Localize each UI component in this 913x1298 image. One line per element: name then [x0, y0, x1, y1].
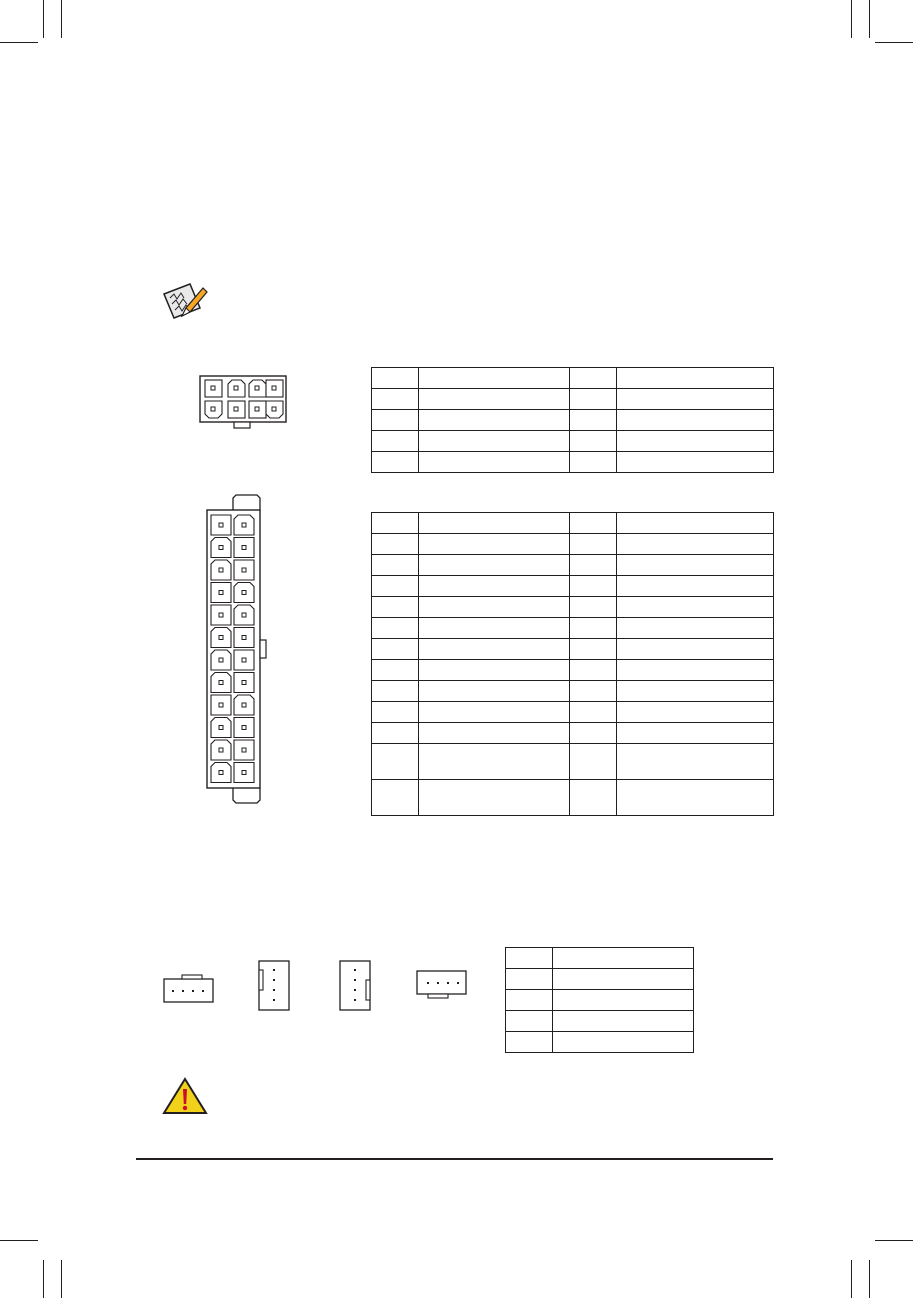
table-row — [372, 410, 774, 431]
crop-mark — [61, 1260, 62, 1298]
table-row — [372, 555, 774, 576]
table-row — [372, 597, 774, 618]
fan-header-vertical-tab-right — [339, 960, 371, 1012]
crop-mark — [869, 1260, 870, 1298]
crop-mark — [0, 42, 38, 43]
note-pencil-icon — [160, 280, 210, 322]
table-row — [372, 780, 774, 816]
table-row — [506, 1011, 694, 1032]
table-row — [372, 513, 774, 534]
table-row — [506, 1032, 694, 1053]
atx-12v-connector-diagram — [198, 374, 290, 432]
crop-mark — [851, 1260, 852, 1298]
crop-mark — [875, 1240, 913, 1241]
crop-mark — [0, 1240, 38, 1241]
table-row — [372, 368, 774, 389]
warning-triangle-icon — [162, 1077, 208, 1115]
crop-mark — [869, 0, 870, 38]
footer-divider — [136, 1158, 773, 1160]
atx-24pin-connector-diagram — [200, 494, 272, 806]
table-row — [372, 576, 774, 597]
crop-mark — [43, 1260, 44, 1298]
crop-mark — [43, 0, 44, 38]
fan-header-horizontal-tab-top — [163, 974, 215, 1004]
crop-mark — [61, 0, 62, 38]
table-row — [372, 452, 774, 473]
table-row — [372, 534, 774, 555]
table-row — [506, 969, 694, 990]
crop-mark — [851, 0, 852, 38]
fan-header-vertical-tab-left — [258, 960, 290, 1012]
table-row — [372, 389, 774, 410]
table-row — [372, 618, 774, 639]
table-row — [506, 948, 694, 969]
table-row — [372, 660, 774, 681]
table-row — [506, 990, 694, 1011]
atx-12v-pin-table — [371, 367, 774, 473]
table-row — [372, 639, 774, 660]
table-row — [372, 431, 774, 452]
atx-pin-table — [371, 512, 774, 816]
fan-header-horizontal-tab-bottom — [416, 970, 468, 1002]
fan-pin-table — [505, 947, 694, 1053]
table-row — [372, 681, 774, 702]
table-row — [372, 723, 774, 744]
table-row — [372, 744, 774, 780]
table-row — [372, 702, 774, 723]
crop-mark — [875, 42, 913, 43]
